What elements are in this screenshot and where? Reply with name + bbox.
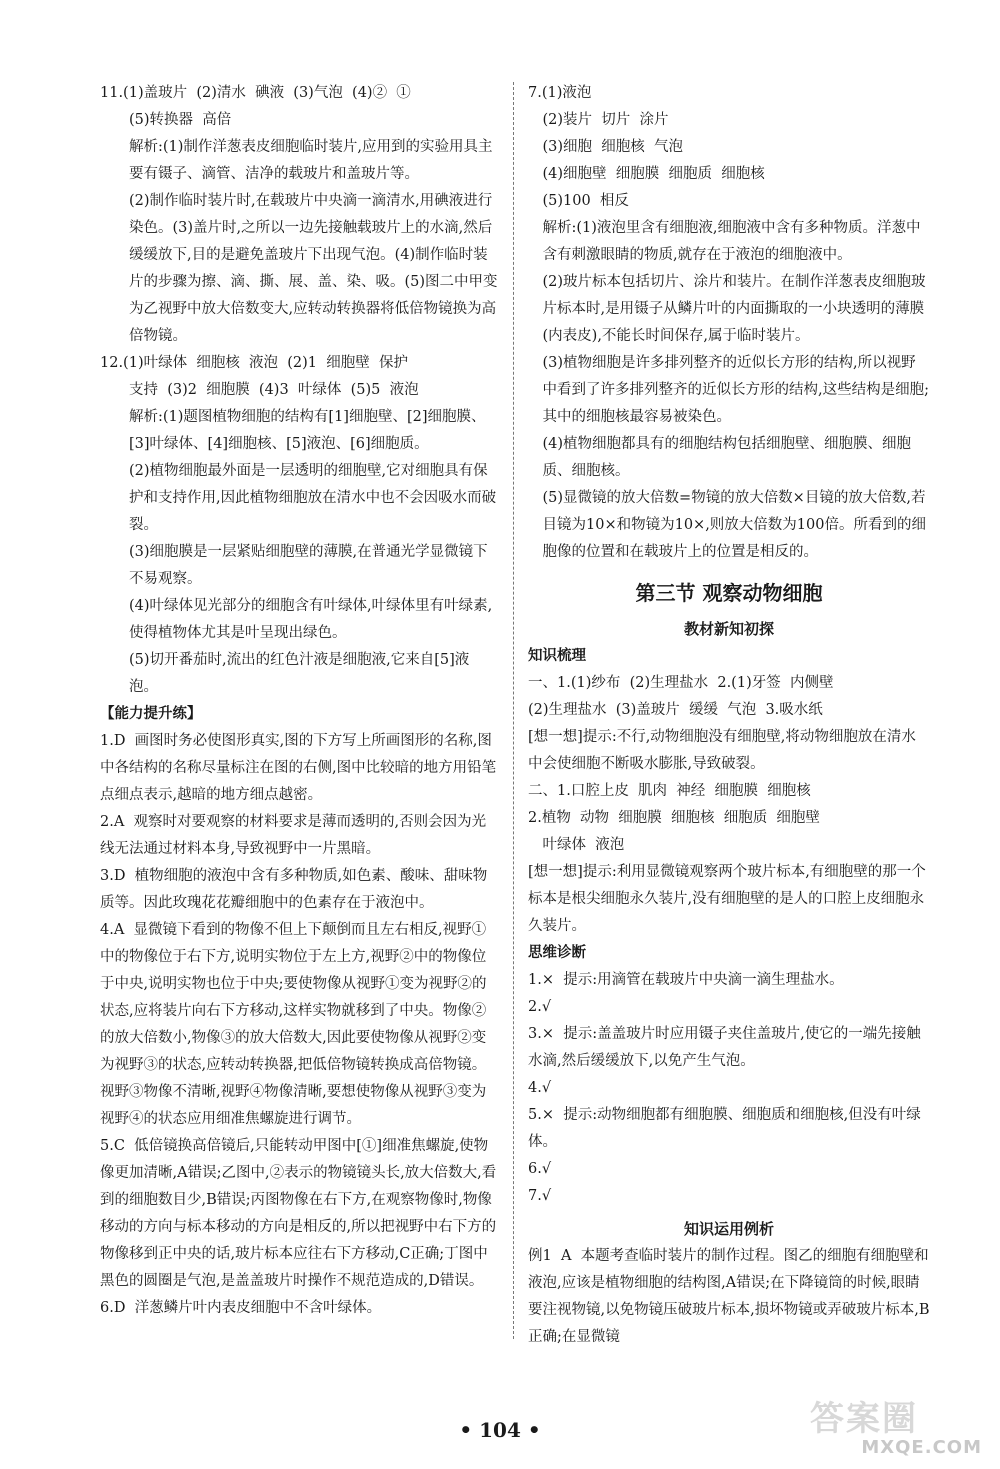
text-line: 4.A 显微镜下看到的物像不但上下颠倒而且左右相反,视野①中的物像位于右下方,说明实物位于左上方,视野②中的物像位于中央,说明实物也位于中央;要使物像从视野①变为视野②的状态,应将装片向右下方移动,这样实物就移到了中央。物像②的放大倍数小,物像③的放大倍数大,因此要使物像从视野②变为视野③的状态,应转动转换器,把低倍物镜转换成高倍物镜。视野③物像不清晰,视野④物像清晰,要想使物像从视野③变为视野④的状态应用细准焦螺旋进行调节。: [100, 922, 487, 1127]
text-line: 2.√: [528, 999, 552, 1015]
text-line: 支持 (3)2 细胞膜 (4)3 叶绿体 (5)5 液泡: [129, 382, 419, 398]
text-line: 解析:(1)题图植物细胞的结构有[1]细胞壁、[2]细胞膜、[3]叶绿体、[4]细胞核、[5]液泡、[6]细胞质。: [129, 409, 486, 452]
answers-section-7: [528, 80, 930, 566]
text-line: (5)切开番茄时,流出的红色汁液是细胞液,它来自[5]液泡。: [129, 652, 470, 695]
watermark-logo: [810, 1401, 990, 1463]
text-line: 知识梳理: [528, 648, 586, 664]
text-line: (5)100 相反: [542, 193, 629, 209]
text-line: (2)装片 切片 涂片: [542, 112, 669, 128]
text-line: 11.(1)盖玻片 (2)清水 碘液 (3)气泡 (4)② ①: [100, 85, 411, 101]
text-line: 1.D 画图时务必使图形真实,图的下方写上所画图形的名称,图中各结构的名称尽量标注在图的右侧,图中比较暗的地方用铅笔点细点表示,越暗的地方细点越密。: [100, 733, 497, 803]
text-line: (2)玻片标本包括切片、涂片和装片。在制作洋葱表皮细胞玻片标本时,是用镊子从鳞片叶的内面撕取的一小块透明的薄膜(内表皮),不能长时间保存,属于临时装片。: [542, 274, 926, 344]
text-line: 6.√: [528, 1161, 552, 1177]
text-line: (3)细胞膜是一层紧贴细胞壁的薄膜,在普通光学显微镜下不易观察。: [129, 544, 488, 587]
subsection-title-application: 知识运用例析: [683, 1220, 774, 1238]
knowledge-section: [528, 643, 930, 1210]
text-line: [想一想]提示:不行,动物细胞没有细胞壁,将动物细胞放在清水中会使细胞不断吸水膨胀,导致破裂。: [528, 729, 916, 772]
section-title: 第三节 观察动物细胞: [635, 581, 823, 605]
text-line: 12.(1)叶绿体 细胞核 液泡 (2)1 细胞壁 保护: [100, 355, 408, 371]
text-line: 7.√: [528, 1188, 552, 1204]
text-line: [想一想]提示:利用显微镜观察两个玻片标本,有细胞壁的那一个标本是根尖细胞永久装片,没有细胞壁的是人的口腔上皮细胞永久装片。: [528, 864, 926, 934]
text-line: (4)细胞壁 细胞膜 细胞质 细胞核: [542, 166, 765, 182]
text-line: 一、1.(1)纱布 (2)生理盐水 2.(1)牙签 内侧壁: [528, 675, 834, 691]
text-line: 7.(1)液泡: [528, 85, 592, 101]
watermark-title: 答案圈: [810, 1399, 918, 1439]
text-line: (4)叶绿体见光部分的细胞含有叶绿体,叶绿体里有叶绿素,使得植物体尤其是叶呈现出绿色。: [129, 598, 493, 641]
text-line: 思维诊断: [528, 945, 586, 961]
text-line: 1.× 提示:用滴管在载玻片中央滴一滴生理盐水。: [528, 972, 844, 988]
text-line: 例1 A 本题考查临时装片的制作过程。图乙的细胞有细胞壁和液泡,应该是植物细胞的结构图,A错误;在下降镜筒的时候,眼睛要注视物镜,以免物镜压破玻片标本,损坏物镜或弄破玻片标本,B正确;在显微镜: [528, 1248, 930, 1345]
subsection-title-new-knowledge: 教材新知初探: [683, 620, 774, 638]
text-line: 3.× 提示:盖盖玻片时应用镊子夹住盖玻片,使它的一端先接触水滴,然后缓缓放下,以免产生气泡。: [528, 1026, 921, 1069]
text-line: (3)植物细胞是许多排列整齐的近似长方形的结构,所以视野中看到了许多排列整齐的近似长方形的结构,这些结构是细胞;其中的细胞核最容易被染色。: [542, 355, 929, 425]
page-number: • 104 •: [459, 1418, 541, 1442]
text-line: 解析:(1)液泡里含有细胞液,细胞液中含有多种物质。洋葱中含有刺激眼睛的物质,就存在于液泡的细胞液中。: [542, 220, 921, 263]
text-line: (3)细胞 细胞核 气泡: [542, 139, 683, 155]
text-line: (5)转换器 高倍: [129, 112, 232, 128]
text-line: (2)植物细胞最外面是一层透明的细胞壁,它对细胞具有保护和支持作用,因此植物细胞放在清水中也不会因吸水而破裂。: [129, 463, 497, 533]
right-column: [528, 80, 930, 1351]
text-line: 6.D 洋葱鳞片叶内表皮细胞中不含叶绿体。: [100, 1300, 382, 1316]
column-divider: [513, 82, 514, 1339]
text-line: 2.植物 动物 细胞膜 细胞核 细胞质 细胞壁: [528, 810, 820, 826]
text-line: 【能力提升练】: [100, 706, 202, 722]
text-line: 解析:(1)制作洋葱表皮细胞临时装片,应用到的实验用具主要有镊子、滴管、洁净的载玻片和盖玻片等。: [129, 139, 493, 182]
example-section: [528, 1243, 930, 1351]
text-line: (4)植物细胞都具有的细胞结构包括细胞壁、细胞膜、细胞质、细胞核。: [542, 436, 912, 479]
text-line: (2)制作临时装片时,在载玻片中央滴一滴清水,用碘液进行染色。(3)盖片时,之所以一边先接触载玻片上的水滴,然后缓缓放下,目的是避免盖玻片下出现气泡。(4)制作临时装片的步骤为擦、滴、撕、展、盖、染、吸。(5)图二中甲变为乙视野中放大倍数变大,应转动转换器将低倍物镜换为高倍物镜。: [129, 193, 498, 344]
text-line: (5)显微镜的放大倍数=物镜的放大倍数×目镜的放大倍数,若目镜为10×和物镜为10×,则放大倍数为100倍。所看到的细胞像的位置和在载玻片上的位置是相反的。: [542, 490, 926, 560]
text-line: 3.D 植物细胞的液泡中含有多种物质,如色素、酸味、甜味物质等。因此玫瑰花花瓣细胞中的色素存在于液泡中。: [100, 868, 488, 911]
text-line: (2)生理盐水 (3)盖玻片 缓缓 气泡 3.吸水纸: [528, 702, 823, 718]
text-line: 2.A 观察时对要观察的材料要求是薄而透明的,否则会因为光线无法通过材料本身,导致视野中一片黑暗。: [100, 814, 487, 857]
text-line: 叶绿体 液泡: [542, 837, 625, 853]
watermark-url: MXQE.COM: [861, 1437, 982, 1458]
text-line: 5.× 提示:动物细胞都有细胞膜、细胞质和细胞核,但没有叶绿体。: [528, 1107, 921, 1150]
text-line: 4.√: [528, 1080, 552, 1096]
text-line: 5.C 低倍镜换高倍镜后,只能转动甲图中[①]细准焦螺旋,使物像更加清晰,A错误;乙图中,②表示的物镜镜头长,放大倍数大,看到的细胞数目少,B错误;丙图物像在右下方,在观察物像时,物像移动的方向与标本移动的方向是相反的,所以把视野中右下方的物像移到正中央的话,玻片标本应往右下方移动,C正确;丁图中黑色的圆圈是气泡,是盖盖玻片时操作不规范造成的,D错误。: [100, 1138, 497, 1289]
left-column: [100, 80, 498, 1322]
text-line: 二、1.口腔上皮 肌肉 神经 细胞膜 细胞核: [528, 783, 811, 799]
